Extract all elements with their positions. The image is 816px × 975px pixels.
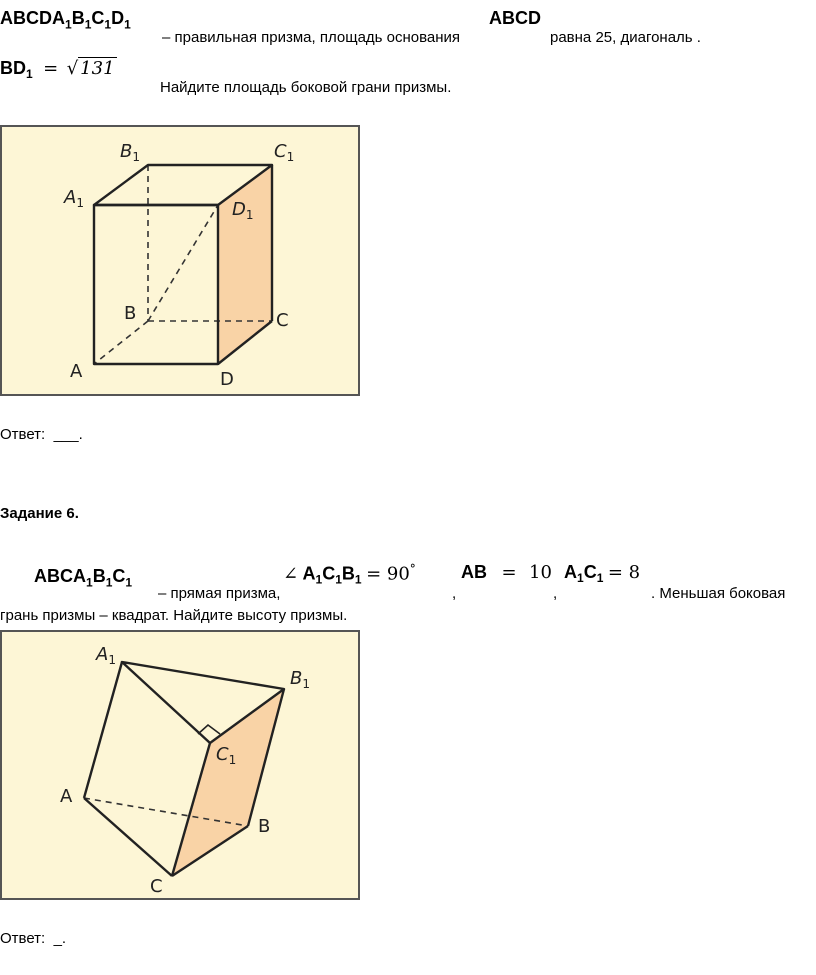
task6-ab-formula: AB = 10 <box>461 562 552 583</box>
lateral-face-shaded <box>172 689 284 876</box>
label-a: A <box>60 786 73 807</box>
label-c1: $C_1$ <box>274 141 295 164</box>
task6-comma-1: , <box>452 585 457 602</box>
task6-angle-formula: ∠ $A_1C_1B_1 = 90^\circ$ <box>283 562 416 587</box>
label-b1: $B_1$ <box>290 668 310 691</box>
task6-figure <box>0 630 360 900</box>
task6-answer: Ответ: _. <box>0 930 67 947</box>
task6-statement-part1: – прямая призма, <box>158 585 281 602</box>
task5-answer: Ответ: ___. <box>0 426 83 443</box>
task5-diagonal-formula: $BD_1$ = √ 131 <box>0 58 115 82</box>
task6-comma-2: , <box>553 585 558 602</box>
task5-answer-blank[interactable]: ___. <box>53 426 83 443</box>
lateral-face-shaded <box>218 165 272 364</box>
task5-prism-name: $ABCDA_1B_1C_1D_1$ <box>0 8 131 32</box>
label-d1: $D_1$ <box>232 199 254 222</box>
label-b: B <box>258 816 271 837</box>
task6-statement-part2: . Меньшая боковая <box>651 585 786 602</box>
cube-prism-diagram <box>2 127 360 396</box>
label-a1: $A_1$ <box>96 644 116 667</box>
label-b1: $B_1$ <box>120 141 140 164</box>
label-c: C <box>276 310 289 331</box>
task5-statement-part1: – правильная призма, площадь основания <box>162 29 461 46</box>
edge-a-a1 <box>84 662 122 798</box>
label-c1: $C_1$ <box>216 744 237 767</box>
edge-a-b <box>94 321 148 364</box>
label-d: D <box>220 369 234 390</box>
front-face <box>94 205 218 364</box>
right-angle-mark <box>198 725 220 734</box>
task5-base-name: ABCD <box>489 8 541 28</box>
task6-heading: Задание 6. <box>0 505 79 522</box>
task6-prism-name: $ABCA_1B_1C_1$ <box>34 566 133 590</box>
triangular-prism-diagram <box>2 632 360 900</box>
label-a: A <box>70 361 83 382</box>
task6-statement-part3: грань призмы – квадрат. Найдите высоту призмы. <box>0 607 348 624</box>
task5-question: Найдите площадь боковой грани призмы. <box>160 79 452 96</box>
label-b: B <box>124 303 137 324</box>
label-c: C <box>150 876 163 897</box>
edge-a-c <box>84 798 172 876</box>
task5-figure <box>0 125 360 396</box>
diagonal-bd1 <box>148 205 218 321</box>
task5-statement-part2: равна 25, диагональ . <box>550 29 701 46</box>
label-a1: $A_1$ <box>64 187 84 210</box>
task6-a1c1-formula: $A_1C_1 = 8$ <box>564 562 641 586</box>
task6-answer-blank[interactable]: _. <box>53 930 67 947</box>
